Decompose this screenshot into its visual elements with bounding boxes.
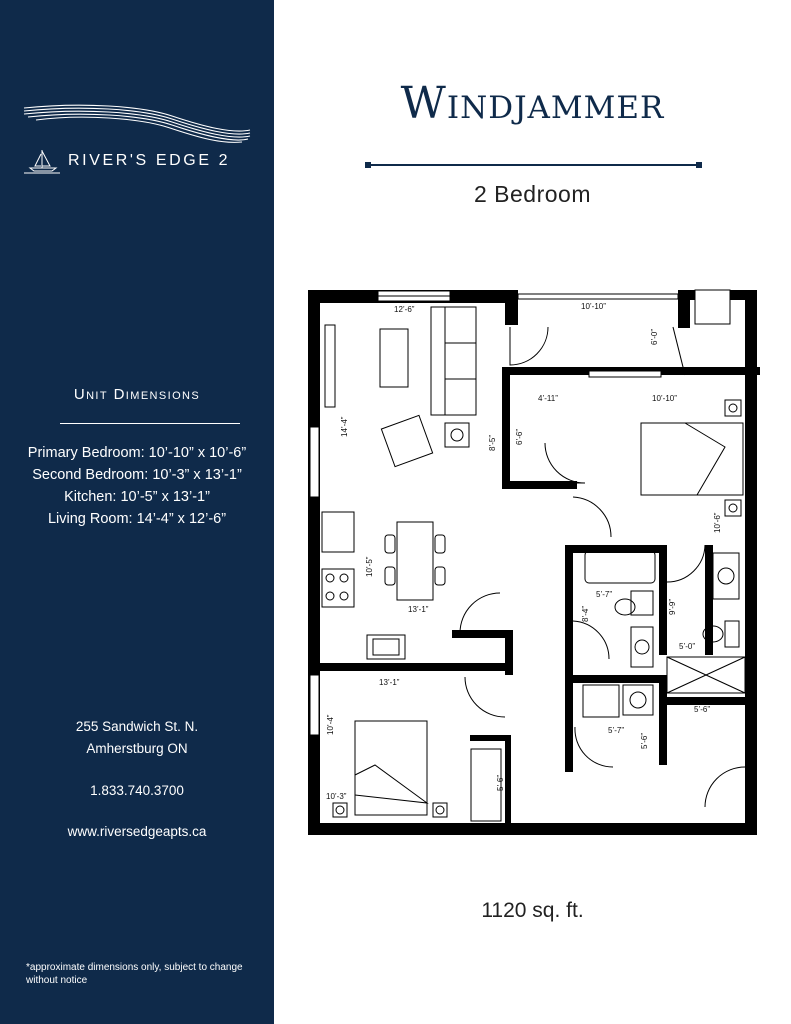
dim-label-second-depth: 10’-4” — [326, 714, 335, 735]
sailboat-icon — [22, 148, 62, 174]
dim-label-primary-depth: 10’-6” — [713, 512, 722, 533]
dim-label-balcony-depth: 6’-0” — [650, 328, 659, 345]
sidebar — [0, 0, 274, 1024]
dim-label-laundry-depth: 5’-6” — [640, 732, 649, 749]
dim-label-bath-depth: 8’-4” — [581, 605, 590, 622]
brand-name: RIVER'S EDGE 2 — [68, 152, 231, 169]
dim-label-second-width: 13’-1” — [379, 678, 400, 687]
dim-label-walkin-width: 5’-6” — [694, 705, 711, 714]
floor-plan — [305, 287, 761, 839]
dim-label-primary-width: 10’-10” — [652, 394, 677, 403]
walls — [308, 290, 760, 835]
square-footage: 1120 sq. ft. — [481, 899, 584, 922]
unit-dimensions-list — [0, 442, 274, 530]
dim-label-bath-width: 5’-7” — [596, 590, 613, 599]
dim-label-ensuite-width: 5’-0” — [679, 642, 696, 651]
dim-label-living-width: 12’-6” — [394, 305, 415, 314]
brand-row — [22, 148, 262, 176]
divider — [60, 423, 240, 424]
dim-label-ensuite-depth: 9’-9” — [668, 598, 677, 615]
dim-label-kitchen-depth: 10’-5” — [365, 556, 374, 577]
wave-logo-icon — [22, 100, 252, 150]
dim-label-second-width-alt: 10’-3” — [326, 792, 347, 801]
phone-number[interactable]: 1.833.740.3700 — [90, 783, 184, 798]
website-link[interactable]: www.riversedgeapts.ca — [67, 824, 207, 839]
address-line-2: Amherstburg ON — [86, 741, 188, 756]
dim-label-kitchen-width: 13’-1” — [408, 605, 429, 614]
dim-label-closet-width: 4’-11” — [538, 394, 558, 403]
dim-label-living-depth: 14’-4” — [340, 416, 349, 437]
dim-label-balcony-width: 10’-10” — [581, 302, 606, 311]
disclaimer: *approximate dimensions only, subject to change without notice — [26, 962, 243, 986]
dimension-item: Second Bedroom: 10’-3” x 13’-1” — [32, 467, 242, 483]
address-line-1: 255 Sandwich St. N. — [75, 719, 199, 734]
furniture — [322, 307, 745, 821]
dim-label-closet-depth: 6’-6” — [515, 428, 524, 445]
dimension-item: Kitchen: 10’-5” x 13’-1” — [64, 489, 210, 505]
unit-dimensions-heading: Unit Dimensions — [73, 386, 201, 403]
dimension-item: Living Room: 14’-4” x 12’-6” — [47, 511, 227, 527]
dim-label-laundry-width: 5’-7” — [608, 726, 625, 735]
dimension-item: Primary Bedroom: 10’-10” x 10’-6” — [27, 445, 247, 461]
dim-label-hall-depth: 8’-5” — [488, 434, 497, 451]
plan-subtitle: 2 Bedroom — [473, 181, 591, 207]
dim-label-second-closet: 5’-6” — [496, 774, 505, 791]
plan-title: Windjammer — [400, 78, 665, 129]
title-divider — [367, 164, 700, 166]
